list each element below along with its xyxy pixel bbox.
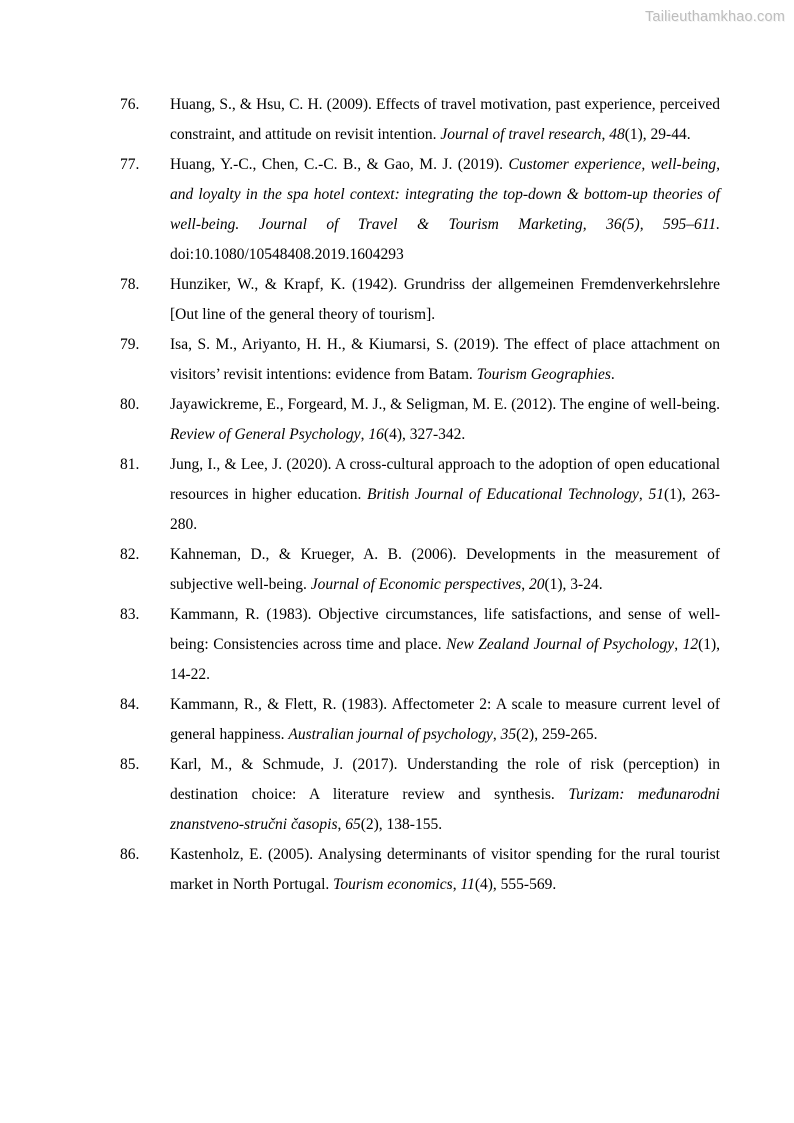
reference-plain-segment: (1), 14-22. (170, 636, 721, 683)
reference-item (120, 750, 720, 840)
reference-text (170, 600, 720, 690)
reference-italic-segment: New Zealand Journal of Psychology (446, 636, 675, 653)
reference-number: 78. (120, 276, 140, 293)
document-page (120, 90, 720, 900)
reference-plain-segment: Kammann, R. (1983). Objective circumstances, life satisfactions, and sense of well-being: Consistencies across time and place. (170, 606, 720, 653)
reference-italic-segment: 11 (460, 876, 475, 893)
reference-plain-segment: , (452, 876, 461, 893)
reference-italic-segment: Tourism economics (333, 876, 453, 893)
reference-italic-segment: Journal of travel research (440, 126, 602, 143)
reference-plain-segment: Hunziker, W., & Krapf, K. (1942). Grundriss der allgemeinen Fremdenverkehrslehre [Out line of the general theory of tourism]. (170, 276, 720, 323)
reference-plain-segment: Kahneman, D., & Krueger, A. B. (2006). Developments in the measurement of subjective well-being. (170, 546, 720, 593)
reference-plain-segment: , (521, 576, 529, 593)
reference-text (170, 750, 720, 840)
reference-item (120, 150, 720, 270)
reference-item (120, 270, 720, 330)
reference-text (170, 330, 720, 390)
reference-italic-segment: Australian journal of psychology (288, 726, 493, 743)
reference-item (120, 600, 720, 690)
reference-plain-segment: doi:10.1080/10548408.2019.1604293 (170, 246, 404, 263)
reference-number: 76. (120, 96, 140, 113)
reference-item (120, 90, 720, 150)
reference-plain-segment: (4), 555-569. (474, 876, 557, 893)
reference-plain-segment: Huang, Y.-C., Chen, C.-C. B., & Gao, M. J. (2019). (170, 156, 509, 173)
reference-number: 82. (120, 546, 140, 563)
reference-plain-segment: (1), 3-24. (544, 576, 603, 593)
reference-italic-segment: 20 (528, 576, 545, 593)
reference-plain-segment: Isa, S. M., Ariyanto, H. H., & Kiumarsi, S. (2019). The effect of place attachment on visitors’ revisit intentions: evidence from Batam. (170, 336, 720, 383)
reference-italic-segment: British Journal of Educational Technology (367, 486, 639, 503)
reference-plain-segment: (2), 138-155. (360, 816, 443, 833)
reference-italic-segment: 48 (609, 126, 625, 143)
reference-number: 77. (120, 156, 140, 173)
reference-italic-segment: Review of General Psychology (170, 426, 361, 443)
reference-plain-segment: (1), 263-280. (170, 486, 720, 533)
reference-plain-segment: (2), 259-265. (516, 726, 598, 743)
reference-plain-segment: , (674, 636, 683, 653)
reference-number: 84. (120, 696, 140, 713)
reference-number: 85. (120, 756, 140, 773)
reference-number: 86. (120, 846, 140, 863)
reference-number: 81. (120, 456, 140, 473)
reference-italic-segment: Turizam: međunarodni znanstveno-stručni časopis (170, 786, 720, 833)
reference-number: 80. (120, 396, 140, 413)
reference-italic-segment: 65 (345, 816, 361, 833)
reference-text (170, 690, 720, 750)
reference-italic-segment: Tourism Geographies (476, 366, 611, 383)
reference-number: 83. (120, 606, 140, 623)
reference-plain-segment: , (601, 126, 610, 143)
watermark: Tailieuthamkhao.com (644, 9, 785, 25)
reference-italic-segment: Customer experience, well-being, and loyalty in the spa hotel context: integrating the top-down & bottom-up theories of well-being. Journal of Travel & Tourism Marketing, 36(5), 595–611. (170, 156, 721, 233)
reference-plain-segment: Jung, I., & Lee, J. (2020). A cross-cultural approach to the adoption of open educational resources in higher education. (170, 456, 720, 503)
reference-plain-segment: Karl, M., & Schmude, J. (2017). Understanding the role of risk (perception) in destination choice: A literature review and synthesis. (170, 756, 720, 803)
reference-italic-segment: 35 (500, 726, 517, 743)
reference-plain-segment: Kammann, R., & Flett, R. (1983). Affectometer 2: A scale to measure current level of general happiness. (170, 696, 720, 743)
reference-italic-segment: Journal of Economic perspectives (310, 576, 522, 593)
reference-item (120, 840, 720, 900)
reference-item (120, 690, 720, 750)
reference-item (120, 390, 720, 450)
reference-text (170, 840, 720, 900)
reference-plain-segment: Kastenholz, E. (2005). Analysing determinants of visitor spending for the rural tourist market in North Portugal. (170, 846, 720, 893)
reference-plain-segment: (1), 29-44. (624, 126, 691, 143)
reference-list (120, 90, 720, 900)
reference-plain-segment: Huang, S., & Hsu, C. H. (2009). Effects of travel motivation, past experience, perceived constraint, and attitude on revisit intention. (170, 96, 720, 143)
reference-plain-segment: , (638, 486, 649, 503)
reference-text (170, 270, 720, 330)
reference-item (120, 330, 720, 390)
reference-text (170, 150, 720, 270)
reference-italic-segment: 51 (648, 486, 664, 503)
reference-item (120, 540, 720, 600)
reference-italic-segment: 16 (368, 426, 384, 443)
reference-plain-segment: (4), 327-342. (383, 426, 466, 443)
reference-text (170, 450, 720, 540)
reference-text (170, 90, 720, 150)
reference-plain-segment: . (610, 366, 615, 383)
reference-plain-segment: , (337, 816, 346, 833)
reference-item (120, 450, 720, 540)
reference-number: 79. (120, 336, 140, 353)
reference-plain-segment: , (360, 426, 369, 443)
reference-plain-segment: , (492, 726, 501, 743)
reference-text (170, 390, 720, 450)
reference-text (170, 540, 720, 600)
reference-plain-segment: Jayawickreme, E., Forgeard, M. J., & Seligman, M. E. (2012). The engine of well-being. (170, 396, 720, 413)
reference-italic-segment: 12 (682, 636, 699, 653)
